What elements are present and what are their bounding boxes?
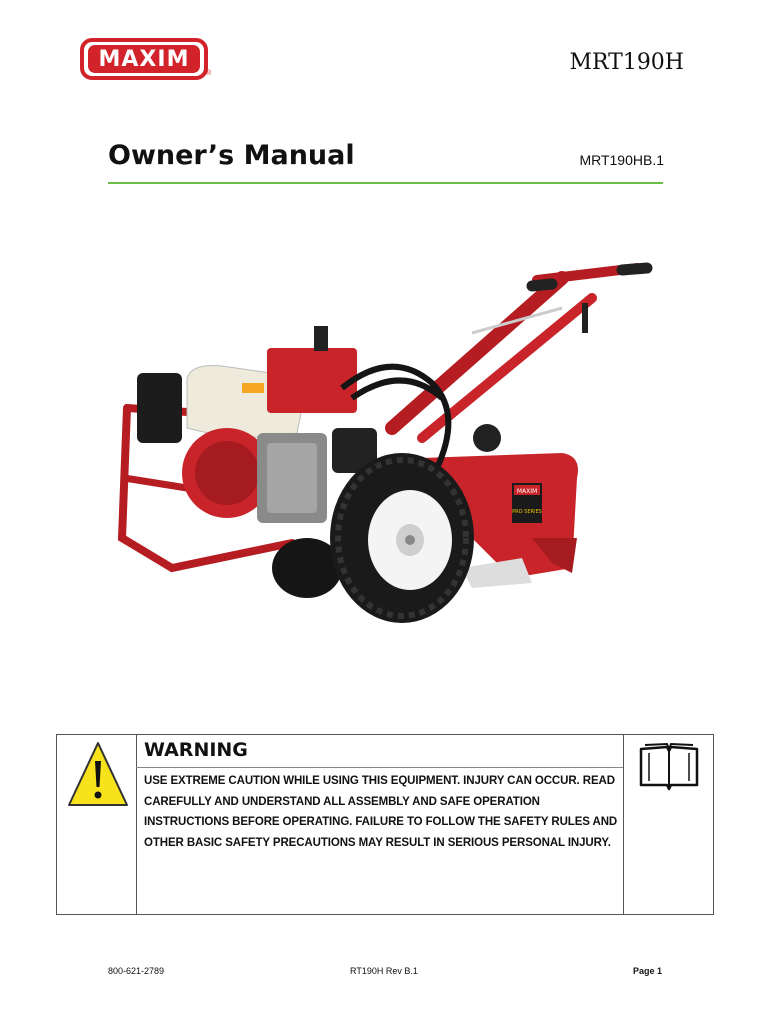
open-book-icon bbox=[637, 741, 701, 791]
warning-triangle-icon bbox=[66, 739, 130, 809]
model-number: MRT190H bbox=[569, 50, 684, 75]
main-wheel bbox=[330, 453, 474, 623]
hood-decal-series: PRO SERIES bbox=[512, 509, 542, 515]
warning-title: WARNING bbox=[144, 739, 248, 761]
footer-revision: RT190H Rev B.1 bbox=[350, 966, 418, 976]
logo-text: MAXIM bbox=[88, 45, 200, 73]
registered-mark: ® bbox=[206, 70, 212, 77]
page-title: Owner’s Manual bbox=[108, 140, 355, 171]
book-icon-cell bbox=[623, 735, 713, 914]
tiller-photo bbox=[92, 238, 662, 648]
warning-text: USE EXTREME CAUTION WHILE USING THIS EQUIPMENT. INJURY CAN OCCUR. READ CAREFULLY AND UNDERSTAND ALL ASSEMBLY AND SAFE OPERATION INSTRUCTIONS BEFORE OPERATING. FAILURE TO FOLLOW THE SAFETY RULES AND OTHER BASIC SAFETY PRECAUTIONS MAY RESULT IN SERIOUS PERSONAL INJURY. bbox=[144, 775, 618, 849]
warning-header-divider bbox=[136, 767, 624, 768]
title-rule bbox=[108, 182, 663, 184]
handlebar-assembly bbox=[392, 268, 647, 438]
warning-box bbox=[56, 734, 714, 915]
footer-phone: 800-621-2789 bbox=[108, 966, 165, 976]
warning-icon-cell bbox=[57, 735, 137, 914]
hood-decal-brand: MAXIM bbox=[516, 488, 538, 495]
footer-page-number: Page 1 bbox=[632, 966, 662, 976]
document-number: MRT190HB.1 bbox=[579, 152, 664, 168]
engine bbox=[137, 326, 357, 523]
maxim-logo bbox=[80, 38, 208, 80]
